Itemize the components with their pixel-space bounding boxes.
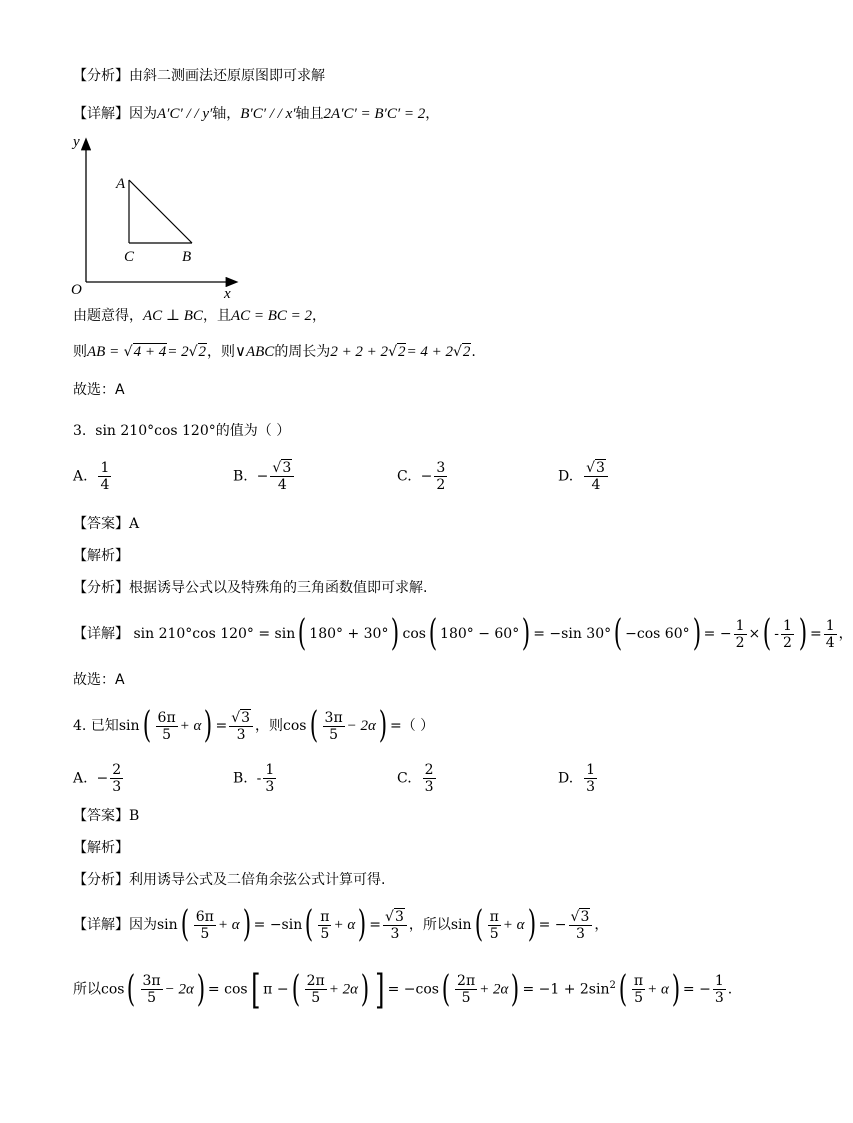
expr-equal-sides: AC = BC = 2 bbox=[230, 308, 313, 324]
frac-third bbox=[713, 973, 726, 1006]
num: √3 bbox=[569, 909, 593, 926]
q4-number: 4. bbox=[73, 718, 87, 734]
label-a: A bbox=[116, 176, 126, 192]
sum-expr: 2 + 2 + 2 bbox=[330, 344, 389, 360]
option-letter: A. bbox=[73, 770, 88, 787]
num-text: 1 bbox=[100, 460, 110, 476]
q4-detail-line1: 【详解】因为sin( $\frac{6\pi}{5}$ + α) = −sin( $\frac{\pi}{5}$ + α) = $\frac{√3}{3}$ ，所以sin( $\frac{\pi}{5}$ + α) = − $\frac{√3}{3}$ ， bbox=[73, 904, 609, 945]
frac bbox=[632, 973, 645, 1006]
sin: sin bbox=[450, 917, 472, 933]
detail-mid1: 轴， bbox=[212, 106, 241, 122]
den: 5 bbox=[329, 726, 339, 743]
triangle-figure bbox=[68, 130, 248, 302]
option-denominator: 3 bbox=[586, 779, 596, 795]
num: 3π bbox=[324, 709, 343, 726]
num-text: 2 bbox=[424, 762, 434, 778]
radicand: 3 bbox=[394, 908, 404, 925]
den: 2 bbox=[735, 634, 745, 651]
sqrt-2: √2 bbox=[388, 344, 406, 360]
den: 5 bbox=[147, 990, 157, 1007]
s1-choice: 故选：A bbox=[73, 382, 125, 398]
detail-a: sin 210°cos 120° = sin bbox=[133, 626, 296, 642]
option-letter: B. bbox=[233, 770, 248, 787]
option-letter: A. bbox=[73, 468, 88, 485]
detail-e: = −sin 30° bbox=[533, 626, 612, 642]
q4-suffix: （ ） bbox=[401, 718, 435, 734]
sin: sin bbox=[118, 718, 140, 734]
q4-option-a[interactable] bbox=[73, 762, 125, 795]
option-sign: − bbox=[96, 770, 109, 787]
den: 4 bbox=[825, 634, 835, 651]
squared: 2 bbox=[609, 980, 616, 991]
perim-mid: ，则 bbox=[207, 344, 235, 360]
q4-stem: 4. 已知sin( $\frac{6\pi}{5}$ + α) = $\frac{√3}{3}$ ，则cos( $\frac{3\pi}{5}$ − 2α) =（ ） bbox=[73, 705, 435, 746]
detail-c: cos bbox=[402, 626, 426, 642]
radicand: 3 bbox=[282, 460, 292, 476]
num: π bbox=[489, 908, 499, 925]
option-letter: C. bbox=[397, 468, 412, 485]
frac bbox=[455, 973, 477, 1006]
num: 6π bbox=[157, 709, 176, 726]
q3-option-a[interactable] bbox=[73, 460, 113, 493]
q3-choice: 故选：A bbox=[73, 672, 125, 688]
frac bbox=[318, 909, 331, 942]
sqrt-expr: √4 + 4 bbox=[123, 344, 167, 360]
option-numerator bbox=[584, 762, 597, 779]
option-denominator: 3 bbox=[424, 779, 434, 795]
option-fraction bbox=[98, 460, 111, 493]
q4-analysis-line bbox=[73, 870, 385, 890]
option-numerator bbox=[98, 460, 111, 477]
d1-end: ， bbox=[594, 917, 609, 933]
eq-cos: = cos bbox=[207, 981, 248, 998]
minus-2alpha: − 2α bbox=[346, 718, 376, 734]
option-numerator bbox=[110, 762, 123, 779]
detail-end: ， bbox=[838, 626, 853, 642]
num-text: 3 bbox=[436, 460, 446, 476]
eq-expand: = −1 + 2sin bbox=[522, 981, 610, 998]
q4-solution-label: 【解析】 bbox=[73, 840, 129, 856]
den: 5 bbox=[489, 925, 499, 942]
perim-end: . bbox=[471, 344, 476, 360]
den: 5 bbox=[320, 925, 330, 942]
minus-2alpha: − 2α bbox=[164, 981, 194, 998]
num-text: 1 bbox=[265, 762, 275, 778]
q3-option-c[interactable] bbox=[397, 460, 449, 493]
den: 5 bbox=[200, 925, 210, 942]
detail-end: ， bbox=[425, 106, 440, 122]
den: 5 bbox=[162, 726, 172, 743]
s1-detail-line bbox=[73, 104, 439, 124]
num: 1 bbox=[783, 617, 792, 634]
eq: = bbox=[215, 718, 228, 734]
num: 1 bbox=[825, 617, 835, 634]
label-o: O bbox=[71, 282, 82, 298]
eq: = bbox=[389, 718, 402, 734]
radicand: 2 bbox=[462, 344, 471, 360]
frac bbox=[156, 710, 178, 743]
q3-answer-line bbox=[73, 514, 139, 534]
frac bbox=[141, 973, 163, 1006]
option-fraction bbox=[584, 762, 597, 795]
frac bbox=[305, 973, 327, 1006]
segment-ab bbox=[129, 180, 192, 243]
radicand: 3 bbox=[596, 460, 605, 476]
option-fraction bbox=[423, 762, 436, 795]
eq-neg: = − bbox=[682, 981, 711, 998]
num: 2π bbox=[457, 973, 476, 990]
frac-sqrt3-3 bbox=[229, 710, 253, 743]
cos: cos bbox=[101, 981, 125, 998]
eq-neg: = − bbox=[538, 917, 567, 933]
option-numerator bbox=[263, 762, 276, 779]
frac-quarter bbox=[824, 618, 837, 651]
detail-f: −cos 60° bbox=[625, 626, 690, 642]
plus-alpha: + α bbox=[333, 917, 356, 933]
option-fraction bbox=[584, 460, 608, 493]
num: π bbox=[633, 973, 644, 990]
num-text: 1 bbox=[586, 762, 596, 778]
frac-half bbox=[734, 618, 747, 651]
eq-2: = 2 bbox=[167, 344, 189, 360]
option-fraction bbox=[270, 460, 294, 493]
detail-g: = − bbox=[703, 626, 732, 642]
equals: = bbox=[809, 626, 822, 642]
eq: = bbox=[369, 917, 382, 933]
given-mid: ，且 bbox=[202, 308, 231, 324]
den: 5 bbox=[461, 990, 471, 1007]
analysis-label: 【分析】 bbox=[73, 68, 129, 84]
d2-prefix: 所以 bbox=[73, 981, 101, 998]
q3-solution-label: 【解析】 bbox=[73, 548, 129, 564]
detail-d: 180° − 60° bbox=[440, 626, 520, 642]
eq-neg-cos: = −cos bbox=[387, 981, 439, 998]
plus-2alpha: + 2α bbox=[328, 981, 358, 998]
frac-sqrt3-3 bbox=[383, 909, 407, 942]
expr-bc-parallel-x: B′C′ / / x′ bbox=[240, 106, 296, 122]
given-prefix: 由题意得， bbox=[73, 308, 143, 324]
den: 2 bbox=[783, 634, 792, 651]
detail-label: 【详解】 bbox=[73, 917, 129, 933]
num: 1 bbox=[735, 617, 745, 634]
radicand: 3 bbox=[241, 709, 251, 726]
expr-length: 2A′C′ = B′C′ = 2 bbox=[323, 106, 426, 122]
radicand: 2 bbox=[198, 344, 206, 360]
analysis-text: 根据诱导公式以及特殊角的三角函数值即可求解. bbox=[129, 580, 428, 596]
option-letter: B. bbox=[233, 468, 248, 485]
option-denominator: 4 bbox=[591, 477, 601, 493]
radicand: 2 bbox=[397, 344, 406, 360]
q3-answer: A bbox=[129, 516, 140, 532]
d1-mid: ，所以 bbox=[408, 917, 451, 933]
detail-prefix: 因为 bbox=[129, 106, 157, 122]
label-b: B bbox=[182, 249, 192, 265]
eq-neg-sin: = −sin bbox=[253, 917, 303, 933]
sqrt-2: √2 bbox=[452, 344, 471, 360]
q4-option-c[interactable] bbox=[397, 762, 438, 795]
detail-label: 【详解】 bbox=[73, 106, 129, 122]
q4-mid: ，则 bbox=[255, 718, 284, 734]
q3-expr: sin 210°cos 120° bbox=[95, 423, 216, 439]
frac-sqrt3-3 bbox=[569, 909, 593, 942]
answer-label: 【答案】 bbox=[73, 516, 129, 532]
option-denominator: 4 bbox=[100, 477, 110, 493]
den: 5 bbox=[634, 990, 643, 1007]
perim-prefix: 则 bbox=[73, 344, 87, 360]
detail-label: 【详解】 bbox=[73, 626, 129, 642]
option-fraction bbox=[110, 762, 123, 795]
option-denominator: 3 bbox=[265, 779, 275, 795]
analysis-label: 【分析】 bbox=[73, 580, 129, 596]
label-y: y bbox=[73, 134, 80, 150]
expr-perpendicular: AC ⊥ BC bbox=[143, 308, 203, 324]
triangle-abc: ∨ABC bbox=[235, 344, 275, 360]
frac bbox=[323, 710, 345, 743]
plus-alpha: + α bbox=[502, 917, 525, 933]
option-numerator bbox=[434, 460, 447, 477]
option-denominator: 3 bbox=[112, 779, 122, 795]
option-numerator bbox=[423, 762, 436, 779]
option-letter: C. bbox=[397, 770, 412, 787]
ab-eq: AB = bbox=[87, 344, 120, 360]
q4-option-d[interactable] bbox=[558, 762, 599, 795]
q3-option-b[interactable] bbox=[233, 460, 296, 493]
analysis-label: 【分析】 bbox=[73, 872, 129, 888]
pi-minus: π − bbox=[263, 981, 289, 998]
q3-detail-line: 【详解】 sin 210°cos 120° = sin( 180° + 30°) cos( 180° − 60°) = −sin 30°( −cos 60°) = − $\frac{1}{2}$ ×( - $\frac{1}{2}$ ) = $\frac{1}{4}$ ， bbox=[73, 613, 853, 654]
given-end: ， bbox=[312, 308, 327, 324]
option-sign: − bbox=[420, 468, 433, 485]
minus: - bbox=[774, 626, 780, 642]
num: 2π bbox=[306, 973, 325, 990]
label-x: x bbox=[224, 286, 231, 302]
option-letter: D. bbox=[558, 468, 574, 485]
num: √3 bbox=[229, 710, 253, 727]
num-text: 2 bbox=[112, 762, 122, 778]
num: 1 bbox=[714, 973, 724, 990]
plus-alpha: + α bbox=[217, 917, 240, 933]
expr-ac-parallel-y: A′C′ / / y′ bbox=[157, 106, 213, 122]
q3-suffix: 的值为（ ） bbox=[215, 423, 291, 439]
option-letter: D. bbox=[558, 770, 574, 787]
frac-half bbox=[781, 618, 794, 651]
plus-2alpha: + 2α bbox=[479, 981, 509, 998]
num: 6π bbox=[195, 908, 214, 925]
radicand: 4 + 4 bbox=[133, 344, 167, 360]
plus-alpha: + α bbox=[647, 981, 669, 998]
num: π bbox=[320, 908, 330, 925]
analysis-text: 由斜二测画法还原原图即可求解 bbox=[129, 68, 325, 84]
option-sign: - bbox=[256, 770, 262, 787]
s1-analysis-line bbox=[73, 66, 325, 86]
d2-end: . bbox=[727, 981, 733, 998]
s1-given-line bbox=[73, 306, 326, 326]
q3-analysis-line bbox=[73, 578, 427, 598]
sin: sin bbox=[157, 917, 178, 933]
num: 3π bbox=[142, 973, 161, 990]
d1-prefix: 因为 bbox=[129, 917, 157, 933]
sqrt-2: √2 bbox=[188, 344, 206, 360]
den: 3 bbox=[575, 925, 585, 942]
option-fraction bbox=[434, 460, 447, 493]
detail-mid2: 轴且 bbox=[295, 106, 324, 122]
perim-text: 的周长为 bbox=[274, 344, 331, 360]
num: √3 bbox=[383, 909, 407, 926]
option-numerator: √3 bbox=[584, 460, 608, 477]
q4-detail-line2: 所以cos( $\frac{3\pi}{5}$ − 2α) = cos[ π −( $\frac{2\pi}{5}$ + 2α) ] = −cos( $\frac{2\pi}{5}$ + $2\alpha) = -1 + 2\sin^2$( $\frac{\pi}{5}$ + α) = − $\frac{1}{3}$ . bbox=[73, 966, 733, 1013]
q4-prefix: 已知 bbox=[90, 718, 119, 734]
cos: cos bbox=[283, 718, 307, 734]
analysis-text: 利用诱导公式及二倍角余弦公式计算可得. bbox=[129, 872, 386, 888]
q4-answer-line bbox=[73, 806, 139, 826]
q4-option-b[interactable] bbox=[233, 762, 278, 795]
den: 3 bbox=[390, 925, 400, 942]
option-denominator: 4 bbox=[277, 477, 287, 493]
option-fraction bbox=[263, 762, 276, 795]
option-denominator: 2 bbox=[436, 477, 446, 493]
den: 3 bbox=[236, 726, 246, 743]
den: 3 bbox=[714, 990, 724, 1007]
eq-sum: = 4 + 2 bbox=[406, 344, 453, 360]
plus-alpha: + α bbox=[179, 718, 202, 734]
detail-b: 180° + 30° bbox=[309, 626, 389, 642]
q3-number: 3. bbox=[73, 423, 87, 439]
times: × bbox=[748, 626, 761, 642]
frac bbox=[194, 909, 216, 942]
s1-perimeter-line bbox=[73, 342, 476, 362]
q3-option-d[interactable] bbox=[558, 460, 610, 493]
q3-stem bbox=[73, 421, 290, 441]
den: 5 bbox=[311, 990, 321, 1007]
answer-label: 【答案】 bbox=[73, 808, 129, 824]
option-numerator: √3 bbox=[270, 460, 294, 477]
frac bbox=[488, 909, 501, 942]
label-c: C bbox=[124, 249, 135, 265]
radicand: 3 bbox=[580, 908, 590, 925]
q4-answer: B bbox=[129, 808, 140, 824]
option-sign: − bbox=[256, 468, 269, 485]
